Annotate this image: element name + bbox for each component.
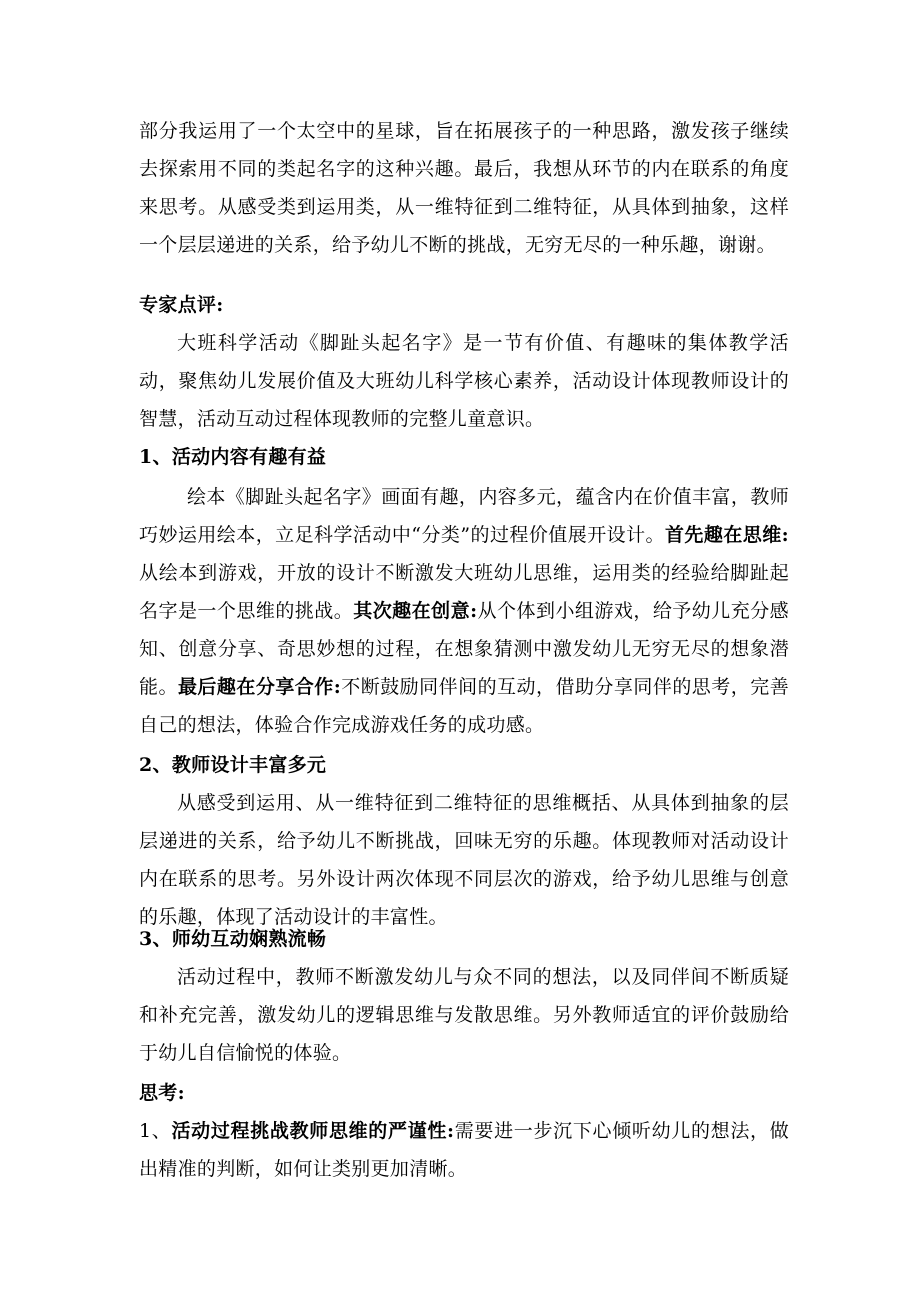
section-1-text-2: 从绘本到游戏，开放的设计不断激发大班幼儿思维，运用类的经验给脚趾起名字是一个思维的挑战。 bbox=[139, 562, 789, 622]
reflection-item-1-text: 需要进一步沉下心倾听幼儿的想法，做出精准的判断，如何让类别更加清晰。 bbox=[139, 1120, 789, 1180]
reflection-item-1-prefix: 1、 bbox=[139, 1120, 172, 1142]
section-2-paragraph: 从感受到运用、从一维特征到二维特征的思维概括、从具体到抽象的层层递进的关系，给予幼儿不断挑战，回味无穷的乐趣。体现教师对活动设计内在联系的思考。另外设计两次体现不同层次的游戏，给予幼儿思维与创意的乐趣，体现了活动设计的丰富性。 bbox=[139, 792, 789, 928]
expert-review-summary: 大班科学活动《脚趾头起名字》是一节有价值、有趣味的集体教学活动，聚焦幼儿发展价值及大班幼儿科学核心素养，活动设计体现教师设计的智慧，活动互动过程体现教师的完整儿童意识。 bbox=[139, 332, 789, 430]
intro-paragraph: 部分我运用了一个太空中的星球，旨在拓展孩子的一种思路，激发孩子继续去探索用不同的类起名字的这种兴趣。最后，我想从环节的内在联系的角度来思考。从感受类到运用类，从一维特征到二维特征，从具体到抽象，这样一个层层递进的关系，给予幼儿不断的挑战，无穷无尽的一种乐趣，谢谢。 bbox=[139, 120, 789, 256]
section-2-heading: 2、教师设计丰富多元 bbox=[139, 754, 327, 776]
reflection-item-1 bbox=[139, 1112, 789, 1188]
section-1-bold-1: 首先趣在思维: bbox=[664, 524, 789, 546]
section-1-text-4: 不断鼓励同伴间的互动，借助分享同伴的思考，完善自己的想法，体验合作完成游戏任务的成功感。 bbox=[139, 676, 789, 736]
reflection-item-1-bold: 活动过程挑战教师思维的严谨性: bbox=[171, 1120, 455, 1142]
reflection-heading: 思考: bbox=[139, 1082, 185, 1104]
section-1-text-3: 从个体到小组游戏，给予幼儿充分感知、创意分享、奇思妙想的过程，在想象猜测中激发幼儿无穷无尽的想象潜能。 bbox=[139, 600, 789, 698]
section-1-paragraph bbox=[139, 478, 789, 744]
section-1-bold-3: 最后趣在分享合作: bbox=[177, 676, 342, 698]
section-3-heading: 3、师幼互动娴熟流畅 bbox=[139, 928, 327, 950]
expert-review-heading: 专家点评: bbox=[139, 294, 224, 316]
section-1-bold-2: 其次趣在创意: bbox=[353, 600, 478, 622]
section-1-heading: 1、活动内容有趣有益 bbox=[139, 446, 327, 468]
section-1-text-1: 绘本《脚趾头起名字》画面有趣，内容多元，蕴含内在价值丰富，教师巧妙运用绘本，立足科学活动中“分类”的过程价值展开设计。 bbox=[139, 486, 789, 546]
section-3-paragraph: 活动过程中，教师不断激发幼儿与众不同的想法，以及同伴间不断质疑和补充完善，激发幼儿的逻辑思维与发散思维。另外教师适宜的评价鼓励给于幼儿自信愉悦的体验。 bbox=[139, 966, 789, 1064]
